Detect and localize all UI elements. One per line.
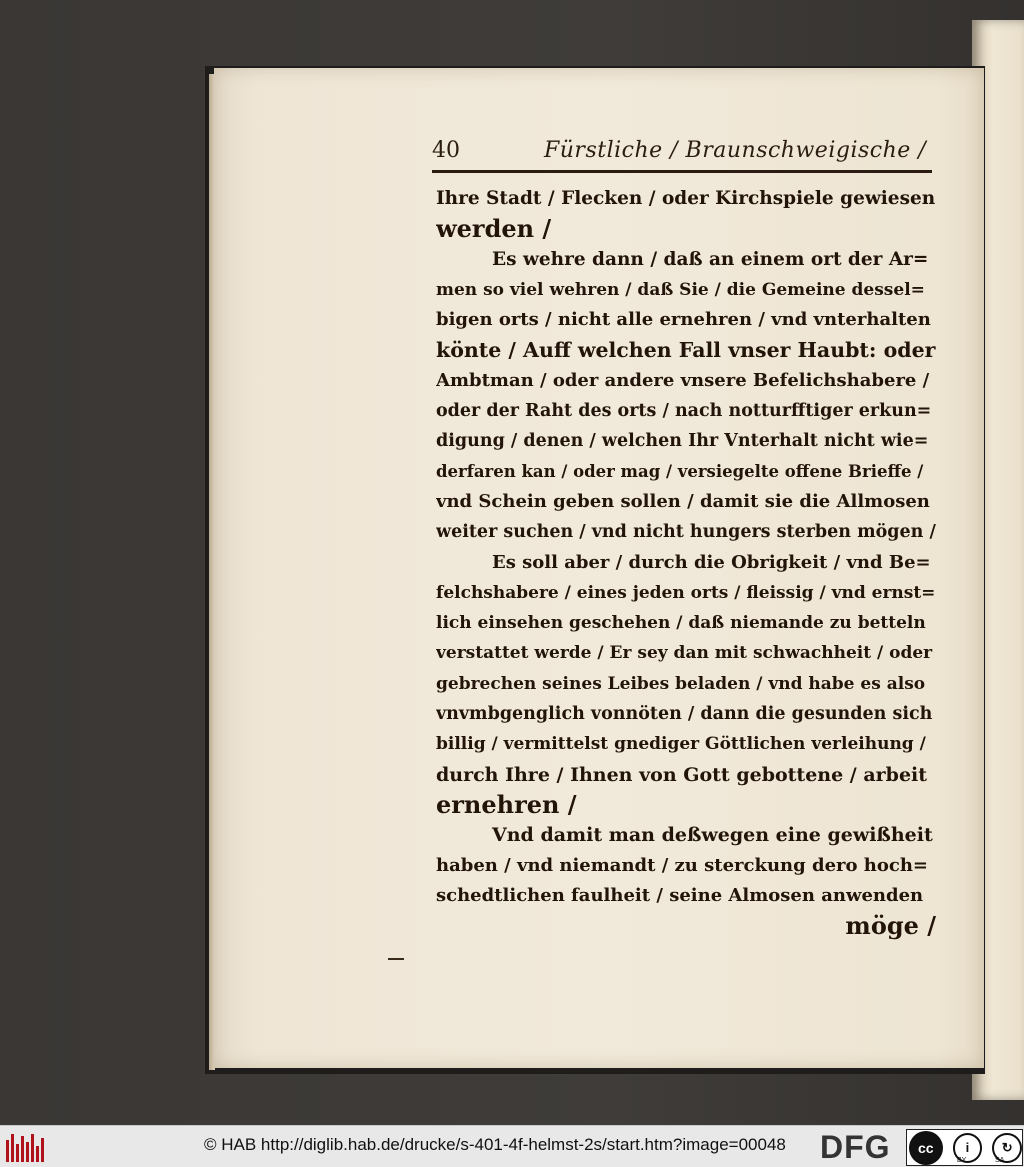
text-line: Vnd damit man deßwegen eine gewißheit xyxy=(492,824,933,847)
viewer-footer xyxy=(0,1125,1024,1167)
text-line: werden / xyxy=(436,214,552,244)
text-line: könte / Auff welchen Fall vnser Haubt: oder xyxy=(436,338,936,363)
hab-logo-icon[interactable] xyxy=(6,1132,46,1162)
text-line: men so viel wehren / daß Sie / die Gemeine dessel= xyxy=(436,279,925,300)
dfg-logo[interactable]: DFG xyxy=(820,1129,891,1165)
text-line: Es wehre dann / daß an einem ort der Ar= xyxy=(492,248,929,270)
page-number: 40 xyxy=(432,138,460,163)
text-line: vnd Schein geben sollen / damit sie die Allmosen xyxy=(436,490,930,512)
catchword: möge / xyxy=(845,911,936,941)
page-header xyxy=(432,138,932,172)
text-line: derfaren kan / oder mag / versiegelte offene Brieffe / xyxy=(436,461,924,481)
text-line: Ihre Stadt / Flecken / oder Kirchspiele gewiesen xyxy=(436,188,936,209)
text-line: digung / denen / welchen Ihr Vnterhalt nicht wie= xyxy=(436,431,929,452)
copyright-link[interactable]: © HAB http://diglib.hab.de/drucke/s-401-4f-helmst-2s/start.htm?image=00048 xyxy=(204,1135,786,1154)
running-head: Fürstliche / Braunschweigische / xyxy=(544,138,927,163)
by-label: BY xyxy=(957,1157,967,1164)
header-rule xyxy=(432,170,932,173)
text-line: haben / vnd niemandt / zu sterckung dero hoch= xyxy=(436,854,928,876)
text-line: oder der Raht des orts / nach notturfftiger erkun= xyxy=(436,401,932,422)
text-line: billig / vermittelst gnediger Göttlichen verleihung / xyxy=(436,734,926,755)
text-line: schedtlichen faulheit / seine Almosen anwenden xyxy=(436,884,924,906)
text-line: ernehren / xyxy=(436,789,577,819)
cc-icon: cc xyxy=(909,1131,943,1165)
text-line: Ambtman / oder andere vnsere Befelichshabere / xyxy=(436,369,930,391)
printer-mark xyxy=(388,958,404,960)
cc-by-sa-icon[interactable] xyxy=(906,1129,1023,1166)
sa-icon: ↻ xyxy=(992,1133,1022,1163)
by-icon: i xyxy=(953,1133,983,1163)
text-line: vnvmbgenglich vonnöten / dann die gesunden sich xyxy=(436,704,933,725)
text-line: gebrechen seines Leibes beladen / vnd habe es also xyxy=(436,673,926,694)
text-line: weiter suchen / vnd nicht hungers sterben mögen / xyxy=(436,522,936,543)
text-line: durch Ihre / Ihnen von Gott gebottene / arbeit xyxy=(436,763,928,786)
body-text xyxy=(436,184,936,941)
text-line: Es soll aber / durch die Obrigkeit / vnd Be= xyxy=(492,551,931,573)
text-line: felchshabere / eines jeden orts / fleissig / vnd ernst= xyxy=(436,582,936,603)
text-line: lich einsehen geschehen / daß niemande zu betteln xyxy=(436,613,926,634)
text-line: verstattet werde / Er sey dan mit schwachheit / oder xyxy=(436,643,933,664)
text-line: bigen orts / nicht alle ernehren / vnd vnterhalten xyxy=(436,309,931,331)
sa-label: SA xyxy=(995,1157,1005,1164)
